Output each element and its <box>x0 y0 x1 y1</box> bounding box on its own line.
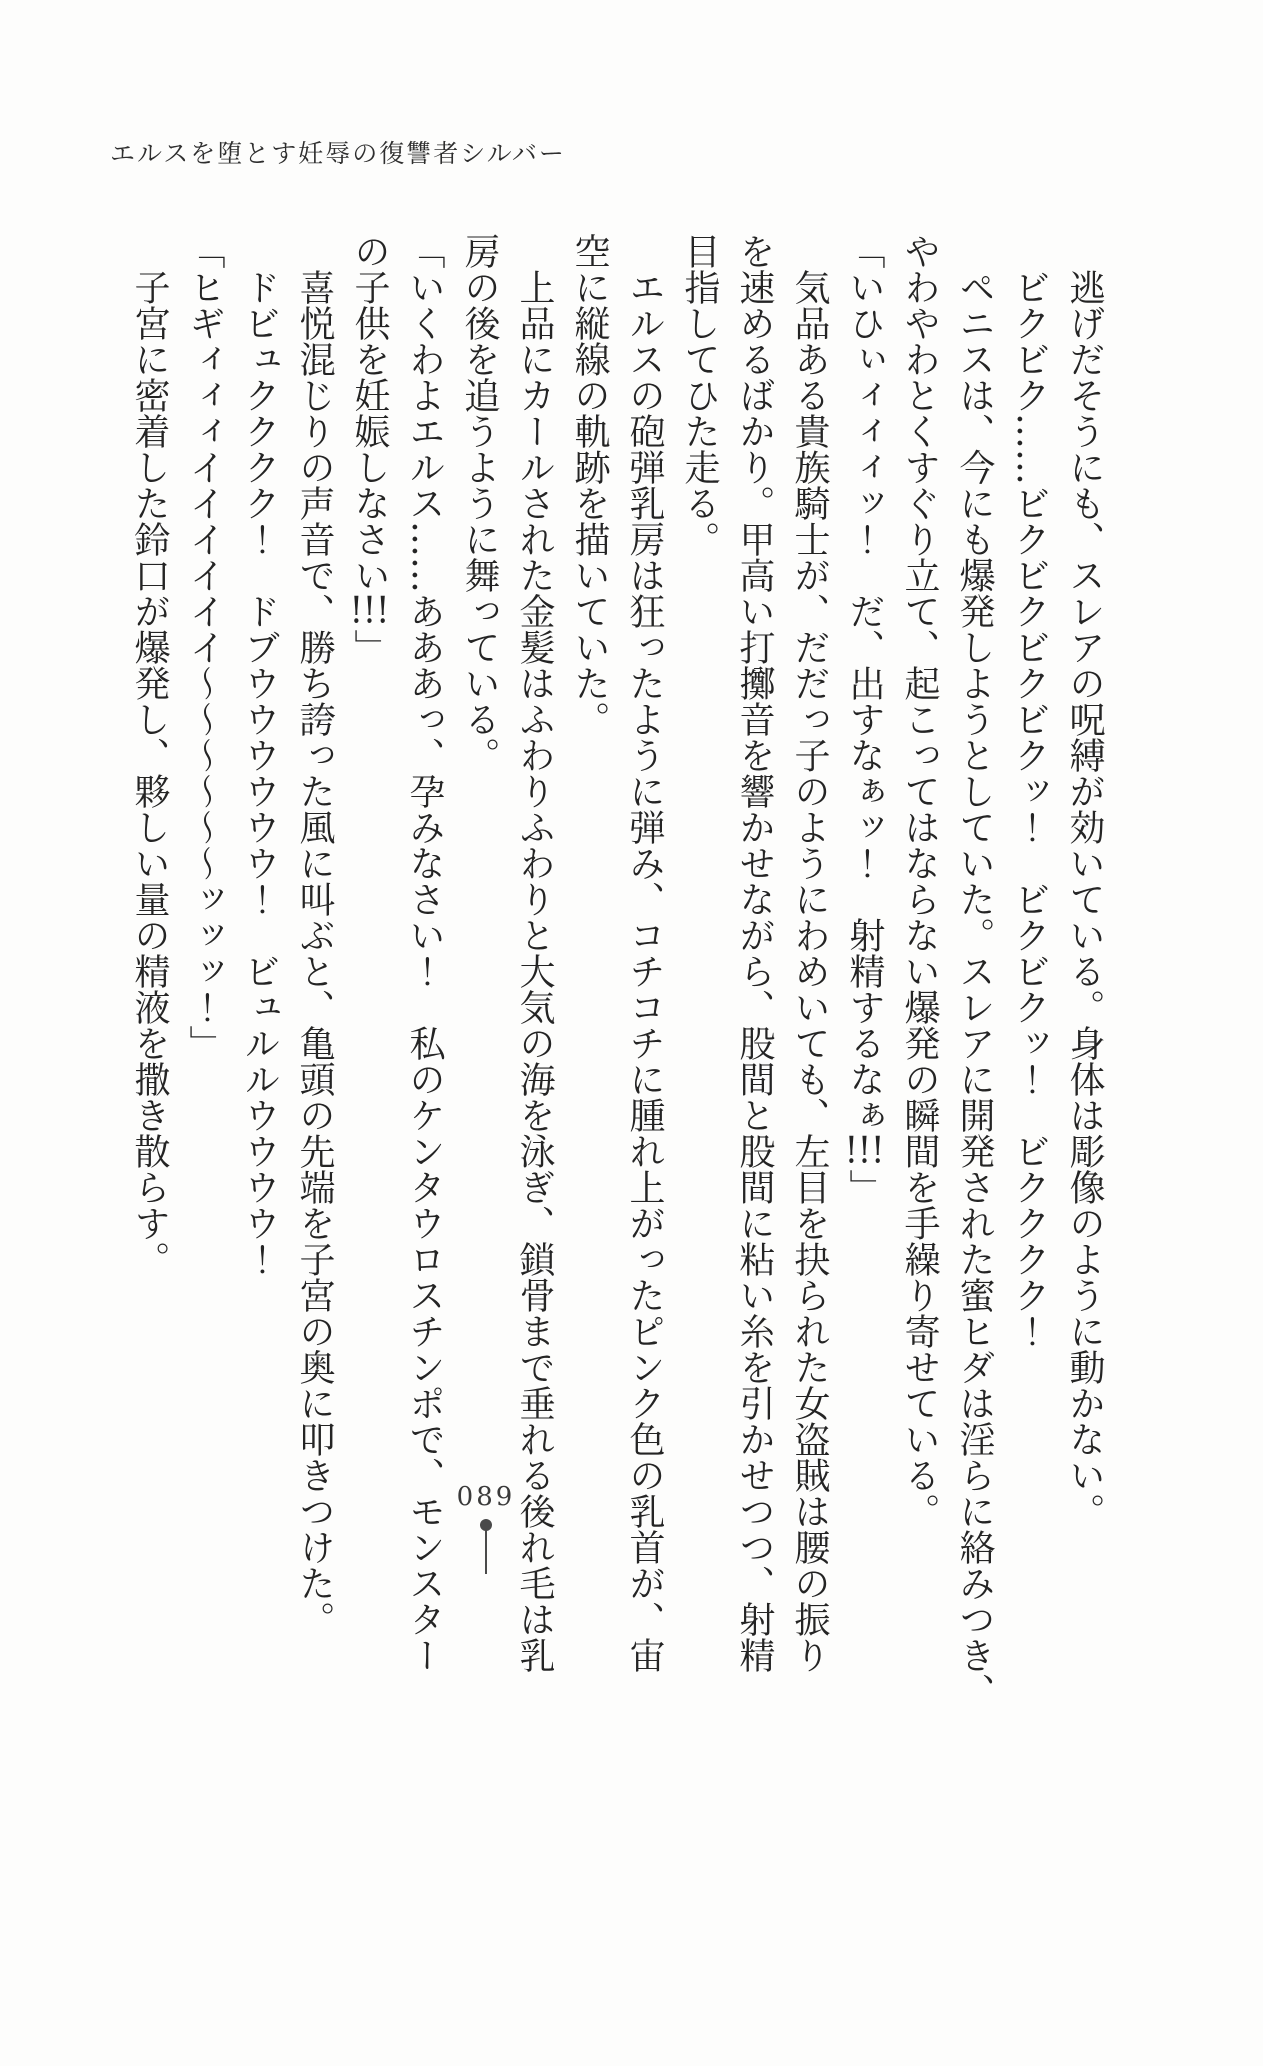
column-text: 房の後を追うように舞っている。 <box>459 233 500 773</box>
text-column <box>342 233 397 1753</box>
column-text: 目指してひた走る。 <box>679 233 720 557</box>
text-column <box>122 233 177 1753</box>
page-marker-line <box>485 1530 487 1574</box>
column-text: 」 <box>844 1169 885 1205</box>
text-column <box>672 233 727 1753</box>
text-column <box>507 233 562 1753</box>
column-text: 」 <box>349 629 390 665</box>
column-text: やわやわとくすぐり立て、起こってはならない爆発の瞬間を手繰り寄せている。 <box>899 233 940 1529</box>
text-column <box>562 233 617 1753</box>
text-column <box>727 233 782 1753</box>
column-text: ペニスは、今にも爆発しようとしていた。スレアに開発された蜜ヒダは淫らに絡みつき、 <box>954 233 995 1709</box>
column-text: 子宮に密着した鈴口が爆発し、夥しい量の精液を撒き散らす。 <box>129 233 170 1277</box>
tatechuyoko-text: !!! <box>349 593 390 629</box>
column-text: 「いひぃィィィッ！ だ、出すなぁッ！ 射精するなぁ <box>844 233 885 1133</box>
column-text: 逃げだそうにも、スレアの呪縛が効いている。身体は彫像のように動かない。 <box>1064 233 1105 1529</box>
text-column <box>397 233 452 1753</box>
text-column <box>232 233 287 1753</box>
text-column <box>287 233 342 1753</box>
column-text: の子供を妊娠しなさい <box>349 233 390 593</box>
text-column <box>1002 233 1057 1753</box>
column-text: 「いくわよエルス……あああっ、孕みなさい！ 私のケンタウロスチンポで、モンスター <box>404 233 445 1673</box>
body-text <box>120 233 1112 1753</box>
running-header: エルスを堕とす妊辱の復讐者シルバー <box>110 139 566 168</box>
text-column <box>892 233 947 1753</box>
text-column <box>177 233 232 1753</box>
column-text: を速めるばかり。甲高い打擲音を響かせながら、股間と股間に粘い糸を引かせつつ、射精 <box>734 233 775 1673</box>
column-text: 上品にカールされた金髪はふわりふわりと大気の海を泳ぎ、鎖骨まで垂れる後れ毛は乳 <box>514 233 555 1673</box>
text-column <box>947 233 1002 1753</box>
column-text: エルスの砲弾乳房は狂ったように弾み、コチコチに腫れ上がったピンク色の乳首が、宙 <box>624 233 665 1673</box>
page-number: 089 <box>456 1482 516 1512</box>
column-text: 喜悦混じりの声音で、勝ち誇った風に叫ぶと、亀頭の先端を子宮の奥に叩きつけた。 <box>294 233 335 1637</box>
column-text: ビクビク……ビクビクビクビクッ！ ビクビクッ！ ビクククク！ <box>1009 233 1050 1349</box>
text-column <box>837 233 892 1753</box>
text-column <box>782 233 837 1753</box>
text-column <box>1057 233 1112 1753</box>
tatechuyoko-text: !!! <box>844 1133 885 1169</box>
column-text: 気品ある貴族騎士が、だだっ子のようにわめいても、左目を抉られた女盗賊は腰の振り <box>789 233 830 1673</box>
column-text: 空に縦線の軌跡を描いていた。 <box>569 233 610 737</box>
column-text: 「ヒギィィィイイイイイイ～～～～～～ッッッ！」 <box>184 233 225 1061</box>
text-column <box>617 233 672 1753</box>
column-text: ドビュクククク！ ドブウウウウウウ！ ビュルルウウウウ！ <box>239 233 280 1277</box>
